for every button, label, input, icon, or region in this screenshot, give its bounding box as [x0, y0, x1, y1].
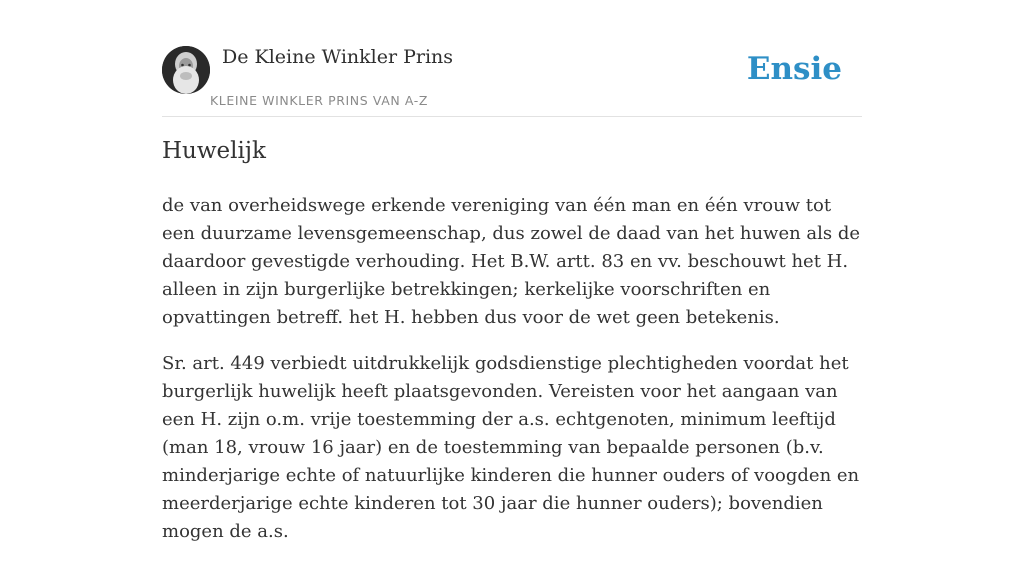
book-title[interactable]: De Kleine Winkler Prins	[222, 46, 454, 68]
article-title: Huwelijk	[162, 138, 266, 164]
site-header	[162, 44, 862, 117]
article-paragraph: de van overheidswege erkende vereniging van één man en één vrouw tot een duurzame levensgemeenschap, dus zowel de daad van het huwen als de daardoor gevestigde verhouding. Het B.W. artt. 83 en vv. beschouwt het H. alleen in zijn burgerlijke betrekkingen; kerkelijke voorschriften en opvattingen betreff. het H. hebben dus voor de wet geen betekenis.	[162, 195, 861, 328]
book-subtitle[interactable]: KLEINE WINKLER PRINS VAN A-Z	[210, 93, 429, 108]
author-avatar[interactable]	[162, 46, 210, 94]
article-paragraph: Sr. art. 449 verbiedt uitdrukkelijk godsdienstige plechtigheden voordat het burgerlijk huwelijk heeft plaatsgevonden. Vereisten voor het aangaan van een H. zijn o.m. vrije toestemming der a.s. echtgenoten, minimum leeftijd (man 18, vrouw 16 jaar) en de toestemming van bepaalde personen (b.v. minderjarige echte of natuurlijke kinderen die hunner ouders of voogden en meerderjarige echte kinderen tot 30 jaar die hunner ouders); bovendien mogen de a.s.	[162, 353, 860, 542]
brand-logo[interactable]: Ensie	[746, 51, 842, 87]
article-body	[162, 192, 864, 564]
author-portrait-icon	[162, 46, 210, 94]
